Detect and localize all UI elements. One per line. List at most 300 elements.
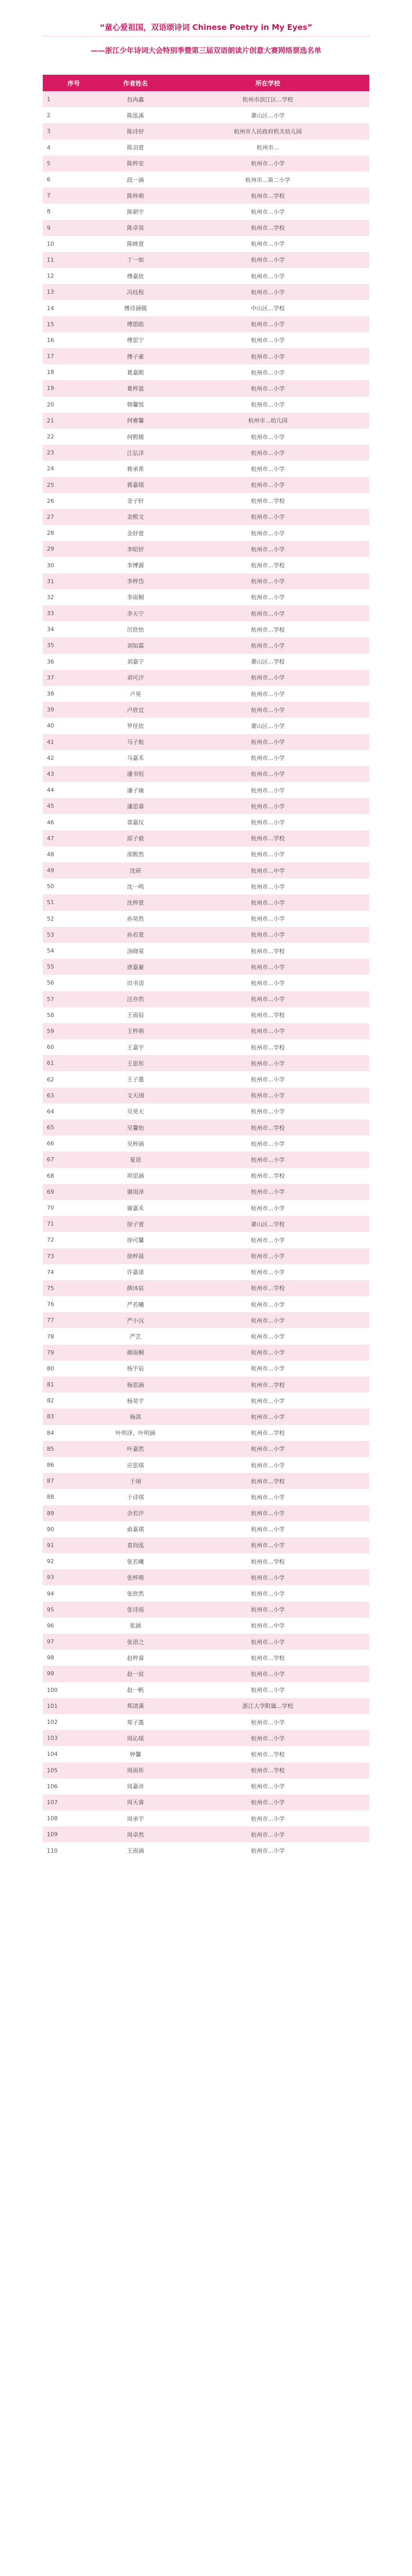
author-name: 陈卓昊 [105, 220, 166, 236]
table-row [43, 172, 369, 188]
school-name: 杭州市...小学 [166, 525, 369, 541]
page-header [0, 0, 412, 77]
school-name: 杭州市...小学 [166, 1714, 369, 1730]
school-name: 杭州市...小学 [166, 1489, 369, 1505]
table-row [43, 927, 369, 943]
table-row [43, 1714, 369, 1730]
author-name: 赵梓睿 [105, 1650, 166, 1666]
author-name: 段一涵 [105, 172, 166, 188]
row-index: 100 [43, 1682, 105, 1698]
row-index: 55 [43, 959, 105, 975]
school-name: 杭州市...小学 [166, 670, 369, 686]
school-name: 杭州市...小学 [166, 1312, 369, 1328]
school-name: 萧山区...学校 [166, 1216, 369, 1232]
school-name: 杭州市...小学 [166, 1682, 369, 1698]
school-name: 杭州市...小学 [166, 380, 369, 396]
author-name: 颜雨桐 [105, 1345, 166, 1361]
table-row [43, 1457, 369, 1473]
school-name: 杭州市...小学 [166, 894, 369, 910]
school-name: 杭州市...学校 [166, 493, 369, 509]
table-row [43, 1826, 369, 1842]
table-row [43, 220, 369, 236]
row-index: 41 [43, 734, 105, 750]
author-name: 严小沅 [105, 1312, 166, 1328]
author-name: 潘思睿 [105, 798, 166, 814]
author-name: 于诗琪 [105, 1489, 166, 1505]
title-divider [43, 36, 369, 37]
row-index: 60 [43, 1039, 105, 1055]
row-index: 1 [43, 91, 105, 107]
row-index: 74 [43, 1264, 105, 1280]
school-name: 杭州市...小学 [166, 959, 369, 975]
author-name: 王嘉宇 [105, 1039, 166, 1055]
school-name: 杭州市...小学 [166, 1602, 369, 1618]
row-index: 80 [43, 1361, 105, 1377]
school-name: 杭州市...学校 [166, 1280, 369, 1296]
table-row [43, 107, 369, 123]
row-index: 93 [43, 1569, 105, 1585]
table-row [43, 1312, 369, 1328]
school-name: 杭州市...小学 [166, 1537, 369, 1553]
school-name: 浙江大学附属...学校 [166, 1698, 369, 1714]
row-index: 49 [43, 862, 105, 878]
table-row [43, 1666, 369, 1682]
table-row [43, 1088, 369, 1104]
table-row [43, 959, 369, 975]
table-row [43, 814, 369, 830]
school-name: 杭州市...小学 [166, 1521, 369, 1537]
row-index: 91 [43, 1537, 105, 1553]
row-index: 73 [43, 1248, 105, 1264]
table-row [43, 702, 369, 718]
table-row [43, 397, 369, 413]
school-name: 杭州市...小学 [166, 1248, 369, 1264]
table-row [43, 1553, 369, 1569]
author-name: 杨淇 [105, 1409, 166, 1425]
school-name: 杭州市...小学 [166, 798, 369, 814]
school-name: 杭州市人民政府机关幼儿园 [166, 123, 369, 139]
school-name: 萧山区...小学 [166, 718, 369, 734]
school-name: 杭州市...学校 [166, 1377, 369, 1393]
row-index: 10 [43, 236, 105, 252]
author-name: 张欣然 [105, 1585, 166, 1601]
table-row [43, 1762, 369, 1778]
table-row [43, 782, 369, 798]
row-index: 57 [43, 991, 105, 1007]
author-name: 金子轩 [105, 493, 166, 509]
row-index: 97 [43, 1634, 105, 1650]
table-row [43, 1184, 369, 1200]
row-index: 50 [43, 878, 105, 894]
author-name: 金熙文 [105, 509, 166, 525]
school-name: 杭州市...小学 [166, 1071, 369, 1087]
row-index: 16 [43, 332, 105, 348]
author-name: 杨宇辰 [105, 1361, 166, 1377]
school-name: 杭州市...小学 [166, 1585, 369, 1601]
table-row [43, 284, 369, 300]
author-name: 杨昊宇 [105, 1393, 166, 1409]
table-row [43, 573, 369, 589]
row-index: 14 [43, 300, 105, 316]
row-index: 32 [43, 589, 105, 605]
author-name: 葛嘉熙 [105, 364, 166, 380]
row-index: 54 [43, 943, 105, 959]
school-name: 杭州市...小学 [166, 397, 369, 413]
author-name: 项思涵 [105, 1168, 166, 1184]
table-row [43, 1842, 369, 1858]
table-row [43, 493, 369, 509]
table-row [43, 1393, 369, 1409]
school-name: 杭州市...小学 [166, 1441, 369, 1457]
row-index: 59 [43, 1023, 105, 1039]
row-index: 104 [43, 1746, 105, 1762]
table-row [43, 1200, 369, 1216]
author-name: 李梓岱 [105, 573, 166, 589]
table-row [43, 589, 369, 605]
row-index: 87 [43, 1473, 105, 1489]
school-name: 杭州市...小学 [166, 461, 369, 477]
table-row [43, 1039, 369, 1055]
table-row [43, 123, 369, 139]
table-row [43, 1007, 369, 1023]
table-row [43, 1168, 369, 1184]
table-row [43, 621, 369, 637]
author-name: 傅诗涵嫣 [105, 300, 166, 316]
table-row [43, 1345, 369, 1361]
author-name: 刘知霖 [105, 637, 166, 653]
author-name: 孙若萱 [105, 927, 166, 943]
author-name: 李博源 [105, 557, 166, 573]
table-row [43, 605, 369, 621]
author-name: 刘嘉宁 [105, 654, 166, 670]
school-name: 杭州市...小学 [166, 911, 369, 927]
table-row [43, 670, 369, 686]
school-name: 杭州市...小学 [166, 316, 369, 332]
author-name: 吴馨怡 [105, 1120, 166, 1136]
school-name: 杭州市...小学 [166, 541, 369, 557]
author-name: 包冉鑫 [105, 91, 166, 107]
table-row [43, 1409, 369, 1425]
row-index: 37 [43, 670, 105, 686]
school-name: 杭州市...小学 [166, 702, 369, 718]
author-name: 周沁瑶 [105, 1730, 166, 1746]
table-row [43, 637, 369, 653]
row-index: 45 [43, 798, 105, 814]
table-row [43, 975, 369, 991]
row-index: 17 [43, 348, 105, 364]
author-name: 田书语 [105, 975, 166, 991]
school-name: 杭州市...小学 [166, 1634, 369, 1650]
author-name: 吴昊天 [105, 1104, 166, 1120]
table-row [43, 380, 369, 396]
table-row [43, 188, 369, 204]
school-name: 杭州市...小学 [166, 204, 369, 219]
column-header-author: 作者姓名 [105, 75, 166, 91]
table-row [43, 846, 369, 862]
row-index: 101 [43, 1698, 105, 1714]
row-index: 58 [43, 1007, 105, 1023]
school-name: 杭州市...小学 [166, 573, 369, 589]
school-name: 杭州市...小学 [166, 1842, 369, 1858]
school-name: 杭州市...小学 [166, 766, 369, 782]
column-header-index: 序号 [43, 75, 105, 91]
table-row [43, 766, 369, 782]
table-row [43, 364, 369, 380]
author-name: 张梓萌 [105, 1569, 166, 1585]
row-index: 90 [43, 1521, 105, 1537]
table-row [43, 1151, 369, 1167]
column-header-school: 所在学校 [166, 75, 369, 91]
table-row [43, 91, 369, 107]
row-index: 78 [43, 1328, 105, 1344]
row-index: 67 [43, 1151, 105, 1167]
school-name: 杭州市...学校 [166, 1425, 369, 1441]
table-row [43, 1425, 369, 1441]
school-name: 杭州市...小学 [166, 975, 369, 991]
school-name: 杭州市...小学 [166, 1264, 369, 1280]
row-index: 69 [43, 1184, 105, 1200]
row-index: 99 [43, 1666, 105, 1682]
school-name: 杭州市...小学 [166, 991, 369, 1007]
row-index: 24 [43, 461, 105, 477]
table-row [43, 316, 369, 332]
table-row [43, 1585, 369, 1601]
school-name: 杭州市...小学 [166, 429, 369, 445]
school-name: 杭州市...小学 [166, 1505, 369, 1521]
row-index: 81 [43, 1377, 105, 1393]
school-name: 杭州市...学校 [166, 943, 369, 959]
school-name: 杭州市...学校 [166, 621, 369, 637]
school-name: 杭州市... [166, 140, 369, 156]
author-name: 王梓萌 [105, 1023, 166, 1039]
row-index: 11 [43, 252, 105, 268]
author-name: 赵一宸 [105, 1666, 166, 1682]
author-name: 周天睿 [105, 1794, 166, 1810]
row-index: 92 [43, 1553, 105, 1569]
school-name: 杭州市...小学 [166, 1730, 369, 1746]
table-row [43, 252, 369, 268]
author-name: 傅恩皓 [105, 316, 166, 332]
table-row [43, 1248, 369, 1264]
school-name: 杭州市...小学 [166, 364, 369, 380]
row-index: 65 [43, 1120, 105, 1136]
author-name: 李天宁 [105, 605, 166, 621]
school-name: 杭州市...学校 [166, 1168, 369, 1184]
table-row [43, 204, 369, 219]
school-name: 杭州市...小学 [166, 1778, 369, 1794]
school-name: 杭州市...小学 [166, 1361, 369, 1377]
author-name: 李昭妤 [105, 541, 166, 557]
author-name: 蒋承希 [105, 461, 166, 477]
table-row [43, 268, 369, 284]
row-index: 8 [43, 204, 105, 219]
table-row [43, 654, 369, 670]
school-name: 杭州市...小学 [166, 1328, 369, 1344]
school-name: 杭州市...小学 [166, 1409, 369, 1425]
school-name: 杭州市...中学 [166, 862, 369, 878]
table-row [43, 1505, 369, 1521]
school-name: 杭州市...小学 [166, 1184, 369, 1200]
row-index: 30 [43, 557, 105, 573]
row-index: 28 [43, 525, 105, 541]
row-index: 13 [43, 284, 105, 300]
author-name: 陈朝宇 [105, 204, 166, 219]
author-name: 沈研 [105, 862, 166, 878]
page-subtitle: ——浙江少年诗词大会特别季暨第三届双语朗读片创意大赛网络票选名单 [91, 47, 321, 55]
table-row [43, 991, 369, 1007]
row-index: 53 [43, 927, 105, 943]
author-name: 张若曦 [105, 1553, 166, 1569]
table-row [43, 525, 369, 541]
row-index: 77 [43, 1312, 105, 1328]
author-name: 吴梓涵 [105, 1136, 166, 1151]
school-name: 杭州市...学校 [166, 1039, 369, 1055]
table-row [43, 1023, 369, 1039]
school-name: 杭州市...小学 [166, 1345, 369, 1361]
school-name: 杭州市...小学 [166, 156, 369, 172]
school-name: 杭州市...小学 [166, 1136, 369, 1151]
table-row [43, 156, 369, 172]
school-name: 杭州市...小学 [166, 1088, 369, 1104]
school-name: 杭州市...学校 [166, 557, 369, 573]
author-name: 陈梓萌 [105, 188, 166, 204]
row-index: 72 [43, 1232, 105, 1248]
author-name: 傅嘉依 [105, 268, 166, 284]
author-name: 叶明泽，叶明涵 [105, 1425, 166, 1441]
row-index: 94 [43, 1585, 105, 1601]
author-name: 刘可汐 [105, 670, 166, 686]
school-name: 杭州市...小学 [166, 814, 369, 830]
school-name: 杭州市...小学 [166, 1055, 369, 1071]
school-name: 杭州市...小学 [166, 1296, 369, 1312]
table-row [43, 509, 369, 525]
author-name: 陈羽萱 [105, 140, 166, 156]
author-name: 马嘉禾 [105, 750, 166, 766]
author-name: 张诗雨 [105, 1602, 166, 1618]
row-index: 9 [43, 220, 105, 236]
author-name: 罗佳依 [105, 718, 166, 734]
row-index: 38 [43, 686, 105, 702]
author-name: 徐可馨 [105, 1232, 166, 1248]
row-index: 88 [43, 1489, 105, 1505]
author-name: 裴嘉仪 [105, 814, 166, 830]
author-name: 潘子瑜 [105, 782, 166, 798]
table-row [43, 1055, 369, 1071]
author-name: 夏语 [105, 1151, 166, 1167]
row-index: 5 [43, 156, 105, 172]
row-index: 107 [43, 1794, 105, 1810]
table-row [43, 1296, 369, 1312]
table-row [43, 1104, 369, 1120]
school-name: 萧山区...小学 [166, 107, 369, 123]
author-name: 丁一如 [105, 252, 166, 268]
school-name: 杭州市...小学 [166, 252, 369, 268]
author-name: 唐嘉豪 [105, 959, 166, 975]
author-name: 李雨桐 [105, 589, 166, 605]
author-name: 邵熙然 [105, 846, 166, 862]
author-name: 王雨涵 [105, 1842, 166, 1858]
school-name: 杭州市...小学 [166, 284, 369, 300]
author-name: 袁钧泓 [105, 1537, 166, 1553]
row-index: 35 [43, 637, 105, 653]
row-index: 23 [43, 445, 105, 461]
table-row [43, 445, 369, 461]
table-row [43, 1216, 369, 1232]
table-row [43, 1071, 369, 1087]
author-name: 叶嘉然 [105, 1441, 166, 1457]
school-name: 杭州市...小学 [166, 1569, 369, 1585]
author-name: 厉欣怡 [105, 621, 166, 637]
table-row [43, 1377, 369, 1393]
row-index: 44 [43, 782, 105, 798]
author-name: 许嘉诺 [105, 1264, 166, 1280]
table-row [43, 943, 369, 959]
school-name: 杭州市...小学 [166, 1794, 369, 1810]
table-row [43, 1280, 369, 1296]
school-name: 杭州市...小学 [166, 236, 369, 252]
row-index: 22 [43, 429, 105, 445]
school-name: 杭州市滨江区...学校 [166, 91, 369, 107]
school-name: 杭州市...幼儿园 [166, 413, 369, 429]
row-index: 75 [43, 1280, 105, 1296]
table-row [43, 734, 369, 750]
school-name: 杭州市...学校 [166, 1473, 369, 1489]
table-row [43, 1618, 369, 1634]
author-name: 蒋嘉琪 [105, 477, 166, 493]
table-row [43, 1650, 369, 1666]
table-row [43, 1569, 369, 1585]
row-index: 39 [43, 702, 105, 718]
author-name: 汪亦然 [105, 991, 166, 1007]
row-index: 20 [43, 397, 105, 413]
table-row [43, 429, 369, 445]
table-row [43, 300, 369, 316]
table-row [43, 878, 369, 894]
row-index: 4 [43, 140, 105, 156]
row-index: 29 [43, 541, 105, 557]
school-name: 杭州市...小学 [166, 1457, 369, 1473]
table-row [43, 1602, 369, 1618]
row-index: 40 [43, 718, 105, 734]
table-row [43, 1328, 369, 1344]
row-index: 61 [43, 1055, 105, 1071]
page-title: “童心爱祖国，双语颂诗词 Chinese Poetry in My Eyes” [99, 23, 313, 32]
author-name: 于翊 [105, 1473, 166, 1489]
school-name: 杭州市...学校 [166, 1746, 369, 1762]
row-index: 66 [43, 1136, 105, 1151]
table-row [43, 718, 369, 734]
row-index: 6 [43, 172, 105, 188]
table-row [43, 1136, 369, 1151]
row-index: 3 [43, 123, 105, 139]
row-index: 2 [43, 107, 105, 123]
row-index: 89 [43, 1505, 105, 1521]
school-name: 杭州市...小学 [166, 927, 369, 943]
school-name: 杭州市...小学 [166, 445, 369, 461]
row-index: 31 [43, 573, 105, 589]
school-name: 杭州市...学校 [166, 1120, 369, 1136]
author-name: 傅子豪 [105, 348, 166, 364]
row-index: 79 [43, 1345, 105, 1361]
author-name: 余若汐 [105, 1505, 166, 1521]
row-index: 15 [43, 316, 105, 332]
vote-list-table [43, 75, 369, 1859]
table-row [43, 1746, 369, 1762]
school-name: 杭州市...小学 [166, 605, 369, 621]
school-name: 杭州市...小学 [166, 477, 369, 493]
row-index: 26 [43, 493, 105, 509]
author-name: 钟馨 [105, 1746, 166, 1762]
